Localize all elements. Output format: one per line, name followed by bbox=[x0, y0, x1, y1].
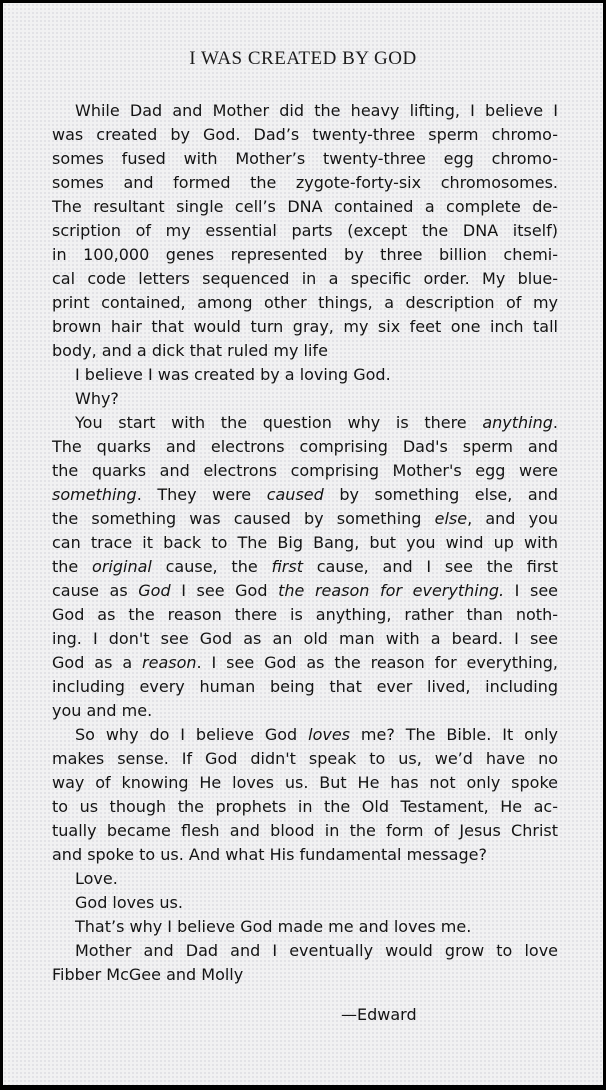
signature: —Edward bbox=[341, 1005, 417, 1024]
text-run: God as a bbox=[52, 653, 143, 672]
text-line bbox=[52, 291, 558, 315]
text-run: That’s why I believe God made me and loves me. bbox=[75, 917, 472, 936]
italic-run: original bbox=[92, 557, 152, 576]
paragraph bbox=[52, 99, 558, 363]
text-run: You start with the question why is there bbox=[75, 413, 483, 432]
text-run: to us though the prophets in the Old Testament, He ac- bbox=[52, 797, 558, 816]
text-run: can trace it back to The Big Bang, but you wind up with bbox=[52, 533, 558, 552]
body-text bbox=[3, 99, 603, 987]
text-run: tually became flesh and blood in the form of Jesus Christ bbox=[52, 821, 558, 840]
paragraph bbox=[52, 363, 558, 387]
text-run: . I see God as the reason for everything, bbox=[196, 653, 558, 672]
text-line bbox=[52, 171, 558, 195]
text-line bbox=[52, 363, 558, 387]
text-line bbox=[52, 435, 558, 459]
text-run: somes and formed the zygote-forty-six chromosomes. bbox=[52, 173, 558, 192]
text-line bbox=[52, 387, 558, 411]
text-line bbox=[52, 339, 558, 363]
text-line bbox=[52, 243, 558, 267]
text-run: ing. I don't see God as an old man with a beard. I see bbox=[52, 629, 558, 648]
text-run: Mother and Dad and I eventually would grow to love bbox=[75, 941, 558, 960]
text-line bbox=[52, 531, 558, 555]
text-line bbox=[52, 219, 558, 243]
text-line bbox=[52, 819, 558, 843]
text-run: in 100,000 genes represented by three billion chemi- bbox=[52, 245, 558, 264]
text-run: cal code letters sequenced in a specific order. My blue- bbox=[52, 269, 558, 288]
italic-run: something bbox=[52, 485, 137, 504]
text-run: brown hair that would turn gray, my six feet one inch tall bbox=[52, 317, 558, 336]
text-run: Fibber McGee and Molly bbox=[52, 965, 244, 984]
text-run: the something was caused by something bbox=[52, 509, 435, 528]
italic-run: first bbox=[271, 557, 303, 576]
text-run: Love. bbox=[75, 869, 118, 888]
text-run: way of knowing He loves us. But He has not only spoke bbox=[52, 773, 558, 792]
text-run: . bbox=[552, 413, 558, 432]
text-run: While Dad and Mother did the heavy lifting, I believe I bbox=[75, 101, 558, 120]
paragraph bbox=[52, 867, 558, 891]
text-run: including every human being that ever lived, including bbox=[52, 677, 558, 696]
text-line bbox=[52, 771, 558, 795]
text-run: cause as bbox=[52, 581, 139, 600]
text-run: The quarks and electrons comprising Dad's sperm and bbox=[52, 437, 558, 456]
text-line bbox=[52, 843, 558, 867]
text-run: and spoke to us. And what His fundamental message? bbox=[52, 845, 487, 864]
italic-run: caused bbox=[266, 485, 324, 504]
text-line bbox=[52, 315, 558, 339]
text-run: somes fused with Mother’s twenty-three egg chromo- bbox=[52, 149, 558, 168]
text-run: you and me. bbox=[52, 701, 153, 720]
text-line bbox=[52, 483, 558, 507]
text-run: cause, the bbox=[151, 557, 272, 576]
text-line bbox=[52, 123, 558, 147]
text-run: makes sense. If God didn't speak to us, we’d have no bbox=[52, 749, 558, 768]
text-run: me? The Bible. It only bbox=[350, 725, 558, 744]
text-run: God loves us. bbox=[75, 893, 183, 912]
text-line bbox=[52, 555, 558, 579]
text-line bbox=[52, 795, 558, 819]
text-run: the quarks and electrons comprising Mother's egg were bbox=[52, 461, 558, 480]
text-run: the bbox=[52, 557, 93, 576]
text-line bbox=[52, 915, 558, 939]
paragraph bbox=[52, 387, 558, 411]
text-line bbox=[52, 627, 558, 651]
text-line bbox=[52, 723, 558, 747]
italic-run: reason bbox=[142, 653, 197, 672]
paragraph bbox=[52, 411, 558, 723]
italic-run: loves bbox=[308, 725, 351, 744]
text-run: I see God bbox=[170, 581, 279, 600]
text-line bbox=[52, 651, 558, 675]
text-run: Why? bbox=[75, 389, 119, 408]
text-line bbox=[52, 267, 558, 291]
text-line bbox=[52, 891, 558, 915]
text-run: The resultant single cell’s DNA contained a complete de- bbox=[52, 197, 558, 216]
chapter-title: I WAS CREATED BY GOD bbox=[189, 48, 417, 69]
text-run: scription of my essential parts (except the DNA itself) bbox=[52, 221, 558, 240]
text-run: print contained, among other things, a description of my bbox=[52, 293, 558, 312]
text-line bbox=[52, 675, 558, 699]
italic-run: else bbox=[434, 509, 468, 528]
text-run: body, and a dick that ruled my life bbox=[52, 341, 328, 360]
text-line bbox=[52, 699, 558, 723]
text-line bbox=[52, 147, 558, 171]
text-line bbox=[52, 867, 558, 891]
paragraph bbox=[52, 891, 558, 915]
text-run: God as the reason there is anything, rather than noth- bbox=[52, 605, 558, 624]
text-line bbox=[52, 99, 558, 123]
italic-run: the reason for everything. bbox=[278, 581, 505, 600]
text-run: cause, and I see the first bbox=[302, 557, 559, 576]
text-line bbox=[52, 579, 558, 603]
text-line bbox=[52, 459, 558, 483]
text-line bbox=[52, 963, 558, 987]
text-line bbox=[52, 603, 558, 627]
text-run: was created by God. Dad’s twenty-three sperm chromo- bbox=[52, 125, 558, 144]
paragraph bbox=[52, 939, 558, 987]
text-run: I see bbox=[504, 581, 559, 600]
page-content bbox=[3, 3, 603, 1085]
paragraph bbox=[52, 723, 558, 867]
italic-run: anything bbox=[482, 413, 553, 432]
text-run: , and you bbox=[467, 509, 558, 528]
text-line bbox=[52, 411, 558, 435]
text-run: . They were bbox=[136, 485, 267, 504]
text-line bbox=[52, 939, 558, 963]
text-line bbox=[52, 195, 558, 219]
text-run: by something else, and bbox=[323, 485, 558, 504]
paragraph bbox=[52, 915, 558, 939]
text-line bbox=[52, 747, 558, 771]
text-run: I believe I was created by a loving God. bbox=[75, 365, 391, 384]
text-run: So why do I believe God bbox=[75, 725, 309, 744]
italic-run: God bbox=[138, 581, 171, 600]
text-line bbox=[52, 507, 558, 531]
